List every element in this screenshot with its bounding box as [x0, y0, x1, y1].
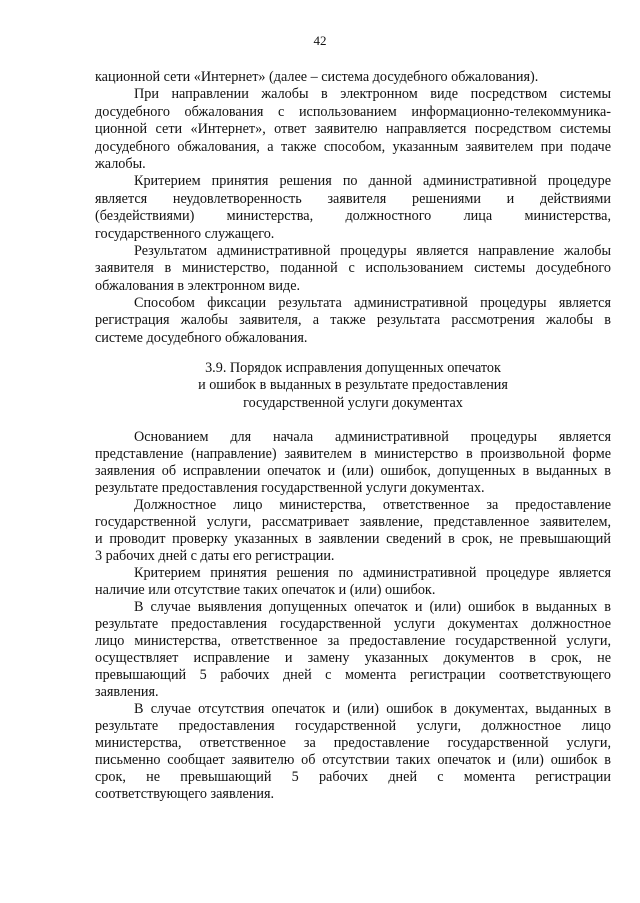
text-line: и проводит проверку указанных в заявлении сведений в срок, не превышающий — [95, 531, 611, 547]
text-line: Критерием принятия решения по административной процедуре является — [134, 565, 611, 581]
text-line: заявления. — [95, 684, 159, 700]
paragraph — [95, 173, 611, 243]
text-line: жалобы. — [95, 155, 146, 172]
page-number: 42 — [313, 33, 327, 48]
paragraph — [95, 69, 611, 86]
paragraph — [95, 86, 611, 173]
text-line: 3 рабочих дней с даты его регистрации. — [95, 548, 335, 564]
section-heading-line: 3.9. Порядок исправления допущенных опечаток — [205, 360, 501, 376]
paragraph — [95, 701, 611, 803]
text-line: является неудовлетворенность заявителя решениями и действиями — [95, 190, 611, 207]
paragraph — [95, 295, 611, 347]
text-line: государственного служащего. — [95, 225, 275, 242]
text-line: При направлении жалобы в электронном виде посредством системы — [134, 86, 611, 103]
text-line: В случае отсутствия опечаток и (или) ошибок в документах, выданных в — [134, 701, 611, 717]
paragraph — [95, 565, 611, 599]
text-line: лицо министерства, ответственное за предоставление государственной услуги, — [95, 633, 611, 649]
text-line: Результатом административной процедуры является направление жалобы — [134, 242, 611, 259]
paragraph — [95, 243, 611, 295]
text-line: досудебного обжалования с использованием информационно-телекоммуника- — [95, 103, 611, 120]
text-line: заявления об исправлении опечаток и (или) ошибок, допущенных в выданных в — [95, 463, 611, 479]
text-line: кационной сети «Интернет» (далее – система досудебного обжалования). — [95, 69, 539, 85]
section-heading-line: и ошибок в выданных в результате предоставления — [198, 377, 508, 394]
text-line: ционной сети «Интернет», ответ заявителю направляется посредством системы — [95, 121, 611, 138]
text-line: В случае выявления допущенных опечаток и (или) ошибок в выданных в — [134, 599, 611, 615]
top-text-body — [95, 69, 611, 347]
text-line: результате предоставления государственной услуги документах должностное — [95, 616, 611, 632]
section-text-body — [95, 429, 611, 803]
text-line: результате предоставления государственной услуги, должностное лицо — [95, 718, 611, 734]
paragraph — [95, 429, 611, 497]
text-line: Должностное лицо министерства, ответственное за предоставление — [134, 497, 611, 513]
text-line: Критерием принятия решения по данной административной процедуре — [134, 173, 611, 190]
text-line: результате предоставления государственной услуги документах. — [95, 480, 485, 496]
text-line: министерства, ответственное за предоставление государственной услуги, — [95, 735, 611, 751]
section-heading — [95, 360, 611, 412]
text-line: досудебного обжалования, а также способом, указанным заявителем при подаче — [95, 138, 611, 155]
text-line: соответствующего заявления. — [95, 786, 275, 802]
text-line: Способом фиксации результата административной процедуры является — [134, 295, 611, 312]
text-line: регистрация жалобы заявителя, а также результата рассмотрения жалобы в — [95, 312, 611, 329]
text-line: срок, не превышающий 5 рабочих дней с момента регистрации — [95, 769, 611, 785]
text-line: осуществляет исправление и замену указанных документов в срок, не — [95, 650, 611, 666]
text-line: заявителя в министерство, поданной с использованием системы досудебного — [95, 260, 611, 277]
text-line: государственной услуги, рассматривает заявление, представленное заявителем, — [95, 514, 611, 530]
text-line: обжалования в электронном виде. — [95, 277, 301, 294]
text-line: (бездействиями) министерства, должностного лица министерства, — [95, 208, 611, 225]
text-line: представление (направление) заявителем в министерство в произвольной форме — [95, 446, 611, 462]
paragraph — [95, 497, 611, 565]
section-heading-line: государственной услуги документах — [243, 394, 463, 411]
paragraph — [95, 599, 611, 701]
text-line: системе досудебного обжалования. — [95, 329, 308, 346]
text-line: Основанием для начала административной процедуры является — [134, 429, 611, 445]
text-line: письменно сообщает заявителю об отсутствии таких опечаток и (или) ошибок в — [95, 752, 611, 768]
text-line: превышающий 5 рабочих дней с момента регистрации соответствующего — [95, 667, 611, 683]
text-line: наличие или отсутствие таких опечаток и (или) ошибок. — [95, 582, 436, 598]
